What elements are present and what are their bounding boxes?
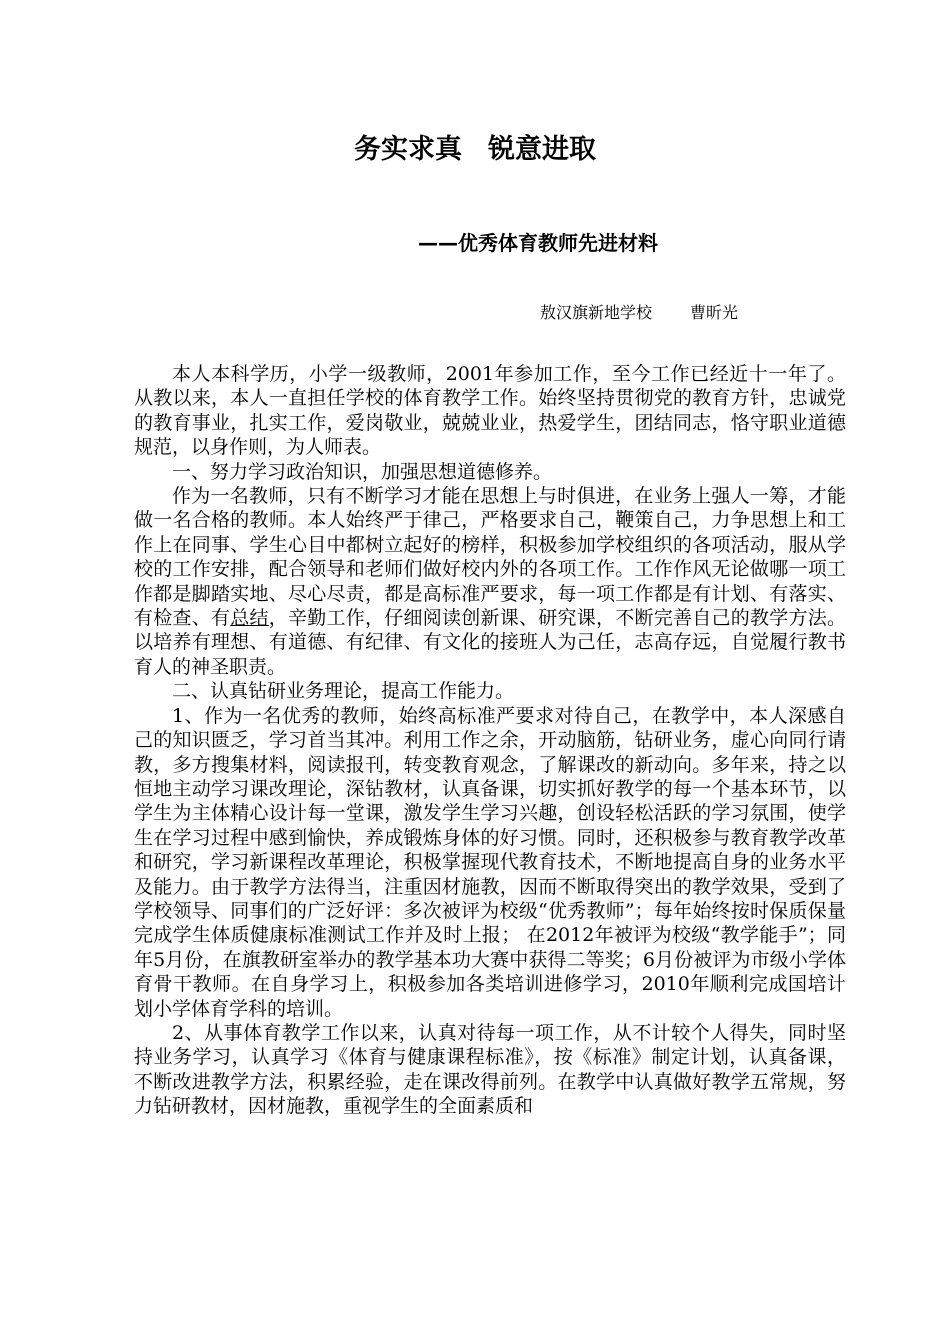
paragraph-item-2: 2、从事体育教学工作以来，认真对待每一项工作，从不计较个人得失，同时坚持业务学习，认真学习《体育与健康课程标准》，按《标准》制定计划，认真备课，不断改进教学方法，积累经验，走在课改得前列。在教学中认真做好教学五常规，努力钻研教材，因材施教，重视学生的全面素质和	[134, 1021, 846, 1118]
author-name: 曹昕光	[690, 303, 739, 322]
school-name: 敖汉旗新地学校	[540, 303, 653, 322]
paragraph-item-1: 1、作为一名优秀的教师，始终高标准严要求对待自己，在教学中，本人深感自己的知识匮乏，学习首当其冲。利用工作之余，开动脑筋，钻研业务，虚心向同行请教，多方搜集材料，阅读报刊，转变教育观念，了解课改的新动向。多年来，持之以恒地主动学习课改理论，深钻教材，认真备课，切实抓好教学的每一个基本环节，以学生为主体精心设计每一堂课，激发学生学习兴趣，创设轻松活跃的学习氛围，使学生在学习过程中感到愉快，养成锻炼身体的好习惯。同时，还积极参与教育教学改革和研究，学习新课程改革理论，积极掌握现代教育技术，不断地提高自身的业务水平及能力。由于教学方法得当，注重因材施教，因而不断取得突出的教学效果，受到了学校领导、同事们的广泛好评：多次被评为校级“优秀教师”；每年始终按时保质保量完成学生体质健康标准测试工作并及时上报； 在2012年被评为校级“教学能手”；同年5月份，在旗教研室举办的教学基本功大赛中获得二等奖；6月份被评为市级小学体育骨干教师。在自身学习上，积极参加各类培训进修学习，2010年顺利完成国培计划小学体育学科的培训。	[134, 704, 846, 1020]
document-title	[0, 130, 950, 170]
author-line	[540, 300, 738, 326]
title-part-2: 锐意进取	[488, 134, 596, 165]
underlined-word: 总结	[230, 607, 269, 630]
paragraph-section-1-text-a: 作为一名教师，只有不断学习才能在思想上与时俱进，在业务上强人一筹，才能做一名合格的教师。本人始终严于律己，严格要求自己，鞭策自己，力争思想上和工作上在同事、学生心目中都树立起好的榜样，积极参加学校组织的各项活动，服从学校的工作安排，配合领导和老师们做好校内外的各项工作。工作作风无论做哪一项工作都是脚踏实地、尽心尽责，都是高标准严要求，每一项工作都是有计划、有落实、有检查、有	[134, 485, 846, 630]
paragraph-section-1-text-b: ，辛勤工作，仔细阅读创新课、研究课，不断完善自己的教学方法。以培养有理想、有道德、有纪律、有文化的接班人为己任，志高存远，自觉履行教书育人的神圣职责。	[134, 607, 846, 678]
document-body	[134, 362, 846, 1119]
paragraph-section-1	[134, 484, 846, 679]
section-heading-2: 二、认真钻研业务理论，提高工作能力。	[172, 680, 515, 703]
section-heading-1: 一、努力学习政治知识，加强思想道德修养。	[172, 460, 553, 483]
document-subtitle: ——优秀体育教师先进材料	[418, 231, 658, 255]
paragraph-intro: 本人本科学历，小学一级教师，2001年参加工作，至今工作已经近十一年了。从教以来，本人一直担任学校的体育教学工作。始终坚持贯彻党的教育方针，忠诚党的教育事业，扎实工作，爱岗敬业，兢兢业业，热爱学生，团结同志，恪守职业道德规范，以身作则，为人师表。	[134, 363, 846, 459]
title-part-1: 务实求真	[354, 134, 462, 165]
